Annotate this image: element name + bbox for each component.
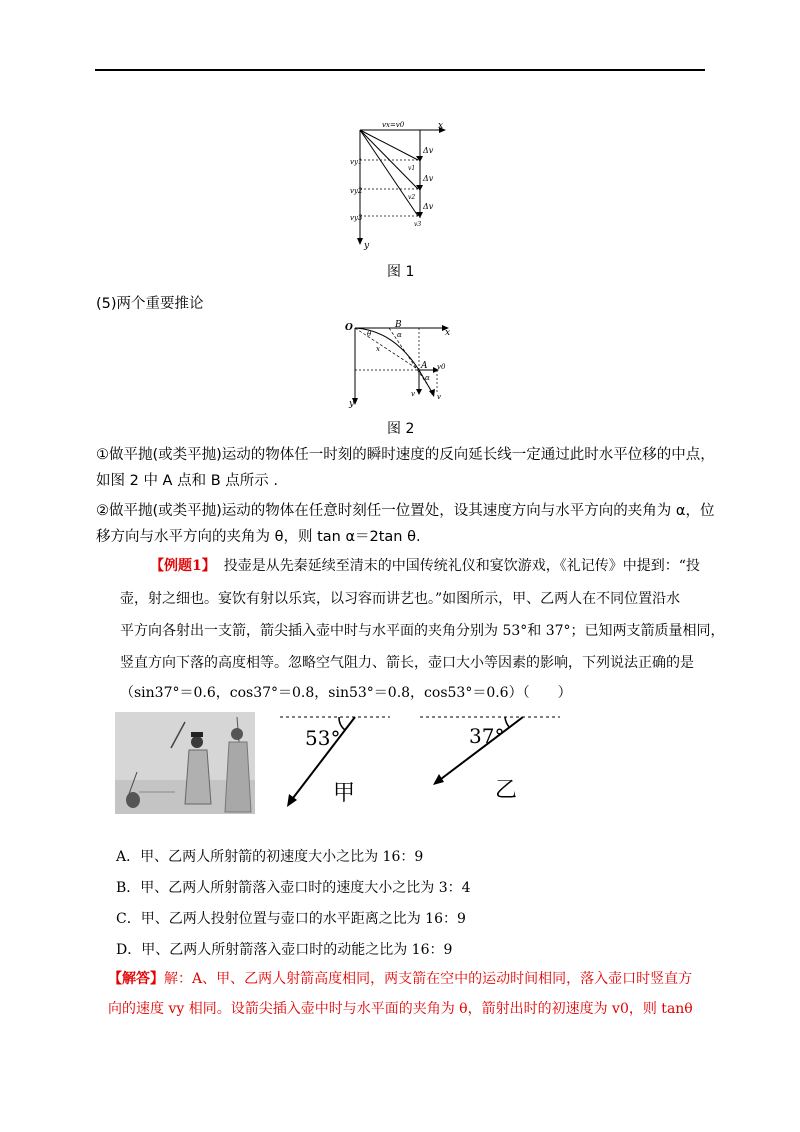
answer-text-1: 解：A、甲、乙两人射箭高度相同，两支箭在空中的运动时间相同，落入壶口时竖直方	[164, 971, 693, 987]
section-5-title: (5)两个重要推论	[96, 296, 204, 312]
fig1-axis-x: x	[438, 121, 444, 131]
touhu-game-illustration	[115, 712, 255, 814]
fig1-dv1: Δv	[423, 146, 434, 155]
fig2-vy: v	[411, 390, 415, 398]
fig1-vy2: vy2	[350, 187, 363, 195]
figure-1-velocity-diagram	[350, 118, 460, 253]
angle-37-label: 37°	[469, 724, 505, 748]
inference-1-line-1: ①做平抛(或类平抛)运动的物体任一时刻的瞬时速度的反向延长线一定通过此时水平位移的中点，	[96, 447, 715, 463]
label-yi: 乙	[495, 778, 518, 802]
fig2-v: v	[437, 393, 441, 401]
inference-2-line-2: 移方向与水平方向的夹角为 θ，则 tan α＝2tan θ.	[96, 529, 421, 545]
option-b: B．甲、乙两人所射箭落入壶口时的速度大小之比为 3：4	[116, 880, 471, 896]
fig2-v0: v0	[437, 363, 446, 371]
fig2-point-b: B	[395, 320, 402, 330]
fig2-displacement: x	[376, 345, 380, 353]
option-d: D．甲、乙两人所射箭落入壶口时的动能之比为 16：9	[116, 942, 453, 958]
fig2-alpha-b: α	[397, 331, 402, 339]
option-c: C．甲、乙两人投射位置与壶口的水平距离之比为 16：9	[116, 911, 466, 927]
example-line-2: 壶，射之细也。宴饮有射以乐宾，以习容而讲艺也。”如图所示，甲、乙两人在不同位置沿水	[120, 591, 681, 607]
fig1-vy1: vy1	[350, 158, 363, 166]
inference-2-line-1: ②做平抛(或类平抛)运动的物体在任意时刻任一位置处，设其速度方向与水平方向的夹角为 α，位	[96, 503, 715, 519]
fig1-dv2: Δv	[423, 174, 434, 183]
example-line-1	[150, 551, 700, 581]
fig2-theta: θ	[367, 330, 372, 338]
answer-line-1	[108, 968, 692, 988]
example-text-1: 投壶是从先秦延续至清末的中国传统礼仪和宴饮游戏，《礼记传》中提到：“投	[223, 558, 700, 574]
fig2-point-a: A	[421, 361, 428, 371]
arrow-53-diagram	[275, 712, 395, 812]
fig1-vy3: vy3	[350, 214, 363, 222]
example-line-4: 竖直方向下落的高度相等。忽略空气阻力、箭长，壶口大小等因素的影响，下列说法正确的是	[120, 655, 694, 671]
figure-2-projectile-diagram	[345, 318, 457, 410]
fig2-axis-y: y	[349, 399, 355, 409]
answer-tag: 【解答】	[108, 971, 164, 987]
option-a: A．甲、乙两人所射箭的初速度大小之比为 16：9	[116, 849, 424, 865]
fig1-v1: v1	[408, 165, 416, 172]
figure-2-caption: 图 2	[387, 421, 415, 437]
inference-1-line-2: 如图 2 中 A 点和 B 点所示 .	[96, 473, 278, 489]
fig1-dv3: Δv	[423, 202, 434, 211]
fig2-origin: O	[345, 323, 353, 333]
answer-line-2: 向的速度 vy 相同。设箭尖插入壶中时与水平面的夹角为 θ，箭射出时的初速度为 v0，则 tanθ	[108, 1001, 693, 1017]
fig1-axis-y: y	[364, 241, 370, 251]
fig1-v0-label: vx=v0	[382, 121, 405, 129]
fig2-axis-x: x	[445, 328, 451, 338]
fig1-v3: v3	[414, 221, 422, 228]
fig1-v2: v2	[408, 194, 416, 201]
arrow-37-diagram	[415, 712, 565, 802]
figure-1-caption: 图 1	[387, 264, 415, 280]
example-line-5: （sin37°＝0.6，cos37°＝0.8，sin53°＝0.8，cos53°＝0.6）（ ）	[120, 685, 572, 701]
example-tag: 【例题1】	[150, 558, 216, 574]
example-line-3: 平方向各射出一支箭，箭尖插入壶中时与水平面的夹角分别为 53°和 37°；已知两支箭质量相同，	[120, 623, 725, 639]
label-jia: 甲	[333, 781, 356, 806]
header-rule	[95, 69, 705, 71]
angle-53-label: 53°	[305, 726, 341, 750]
fig2-alpha-a: α	[425, 374, 430, 382]
